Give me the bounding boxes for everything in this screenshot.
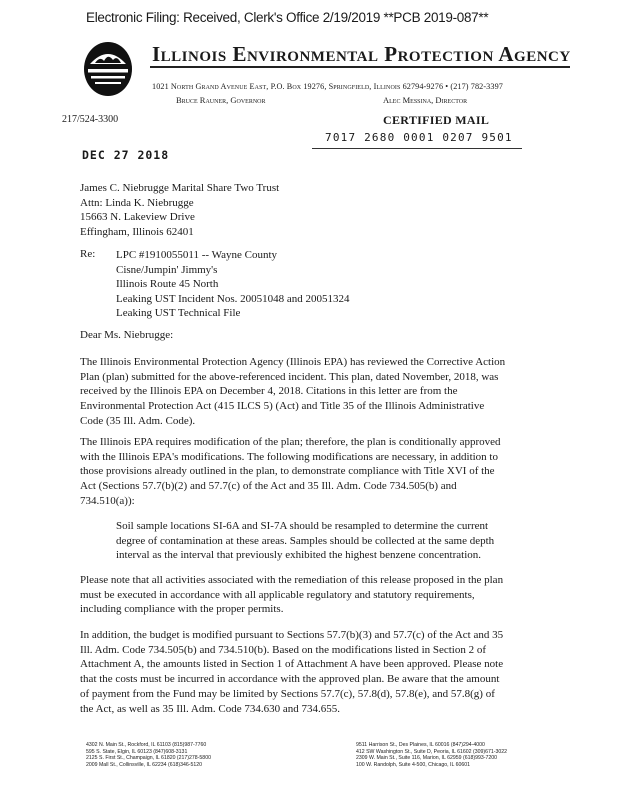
footer-line: 412 SW Washington St., Suite D, Peoria, IL 61602 (309)671-3022: [356, 748, 508, 755]
paragraph-line: The Illinois Environmental Protection Agency (Illinois EPA) has reviewed the Corrective Action: [80, 356, 506, 368]
paragraph-line: Soil sample locations SI-6A and SI-7A should be resampled to determine the current: [116, 520, 489, 532]
salutation: Dear Ms. Niebrugge:: [80, 329, 174, 341]
footer-line: 2009 Mall St., Collinsville, IL 62234 (618)346-5120: [86, 761, 203, 768]
paragraph-line: Code (35 Ill. Adm. Code).: [80, 414, 196, 427]
phone-number: 217/524-3300: [62, 114, 119, 125]
tracking-underline: [312, 148, 522, 149]
footer-offices-left: [86, 742, 211, 768]
paragraph-compliance: [80, 573, 542, 617]
footer-line: 100 W. Randolph, Suite 4-500, Chicago, IL 60601: [356, 761, 471, 768]
addressee-line: Attn: Linda K. Niebrugge: [80, 196, 194, 209]
footer-line: 2125 S. First St., Champaign, IL 61820 (217)278-5800: [86, 755, 211, 762]
agency-name: Illinois Environmental Protection Agency: [152, 42, 571, 66]
footer-line: 2309 W. Main St., Suite 116, Marion, IL 62959 (618)993-7200: [356, 755, 498, 762]
footer-line: 9511 Harrison St., Des Plaines, IL 60016 (847)294-4000: [356, 742, 485, 748]
paragraph-line: must be executed in accordance with all applicable regulatory and statutory requirements,: [80, 588, 475, 601]
electronic-filing-stamp: Electronic Filing: Received, Clerk's Office 2/19/2019 **PCB 2019-087**: [86, 10, 489, 25]
paragraph-line: including compliance with the proper permits.: [80, 603, 284, 616]
addressee-block: [80, 181, 279, 239]
paragraph-line: of payment from the Fund may be limited by Sections 57.7(c), 57.8(d), 57.8(e), and 57.8(g) of: [80, 687, 495, 700]
addressee-line: James C. Niebrugge Marital Share Two Trust: [80, 182, 280, 194]
paragraph-line: interval as the interval that previously exhibited the highest benzene concentration.: [116, 549, 482, 562]
footer-line: 595 S. State, Elgin, IL 60123 (847)608-3131: [86, 748, 188, 755]
re-line: Cisne/Jumpin' Jimmy's: [116, 263, 218, 276]
re-line: Illinois Route 45 North: [116, 278, 219, 291]
paragraph-line: degree of contamination at these areas. Samples should be collected at the same depth: [116, 534, 495, 547]
re-line: Leaking UST Technical File: [116, 307, 241, 320]
paragraph-line: In addition, the budget is modified pursuant to Sections 57.7(b)(3) and 57.7(c) of the Act and 35: [80, 629, 504, 641]
iepa-seal-logo: [82, 40, 134, 98]
tracking-number: 7017 2680 0001 0207 9501: [325, 131, 513, 144]
footer-offices-right: [356, 742, 507, 768]
paragraph-line: Please note that all activities associated with the remediation of this release proposed in the plan: [80, 574, 504, 586]
paragraph-line: Ill. Adm. Code 734.505(b) and 734.510(b). Based on the modifications listed in Section 2 of: [80, 643, 487, 656]
paragraph-line: Environmental Protection Act (415 ILCS 5) (Act) and Title 35 of the Illinois Administrative: [80, 400, 485, 413]
addressee-line: Effingham, Illinois 62401: [80, 225, 194, 238]
certified-mail-label: CERTIFIED MAIL: [383, 113, 490, 127]
footer-line: 4302 N. Main St., Rockford, IL 61103 (815)987-7760: [86, 742, 207, 748]
letterhead-rule: [150, 66, 570, 68]
director-name: Alec Messina, Director: [383, 95, 468, 105]
re-line: LPC #1910055011 -- Wayne County: [116, 249, 278, 261]
agency-address: 1021 North Grand Avenue East, P.O. Box 19276, Springfield, Illinois 62794-9276 • (217) 782-3397: [152, 82, 503, 91]
addressee-line: 15663 N. Lakeview Drive: [80, 211, 195, 224]
paragraph-line: the Act, as well as 35 Ill. Adm. Code 734.630 and 734.655.: [80, 702, 340, 715]
paragraph-line: received by the Illinois EPA on December 4, 2018. Citations in this letter are from the: [80, 385, 458, 398]
paragraph-line: those provisions already outlined in the plan, to demonstrate compliance with Title XVI of the: [80, 465, 495, 478]
paragraph-line: Plan (plan) submitted for the above-referenced incident. This plan, dated November, 2018, was: [80, 370, 499, 383]
paragraph-line: that the costs must be incurred in accordance with the approved plan. Be aware that the amount: [80, 673, 500, 686]
date-stamp: DEC 27 2018: [82, 148, 170, 162]
paragraph-budget: [80, 628, 542, 716]
paragraph-line: with the Illinois EPA's modifications. The following modifications are necessary, in addition to: [80, 450, 498, 463]
paragraph-line: 734.510(a)):: [80, 494, 135, 507]
paragraph-modification: [80, 435, 542, 509]
paragraph-review: [80, 355, 542, 429]
paragraph-line: Act (Sections 57.7(b)(2) and 57.7(c) of the Act and 35 Ill. Adm. Code 734.505(b) and: [80, 480, 457, 493]
paragraph-soil-sample: [116, 519, 526, 563]
paragraph-line: Attachment A, the amounts listed in Section 1 of Attachment A have been approved. Please note: [80, 658, 504, 671]
re-line: Leaking UST Incident Nos. 20051048 and 20051324: [116, 292, 350, 305]
re-label: Re:: [80, 248, 96, 260]
re-block: [116, 248, 350, 321]
paragraph-line: The Illinois EPA requires modification of the plan; therefore, the plan is conditionally approved: [80, 436, 501, 448]
governor-name: Bruce Rauner, Governor: [176, 95, 266, 105]
